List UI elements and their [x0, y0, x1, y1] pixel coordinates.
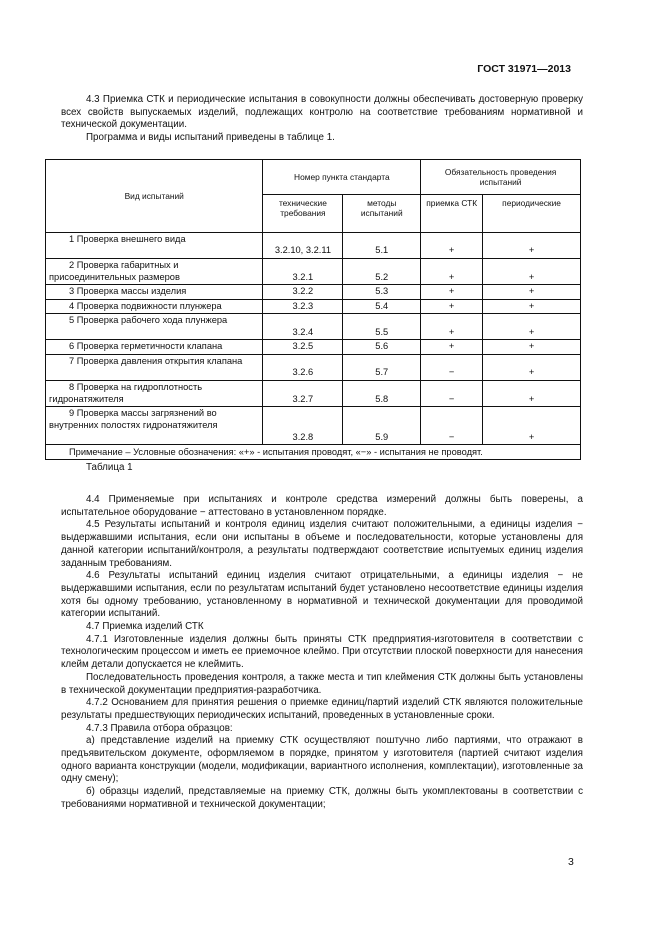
- row-periodic: +: [483, 407, 581, 445]
- paragraph-4-5: 4.5 Результаты испытаний и контроля единиц изделия считают положительными, а единицы изделия − выдержавшими испытания, если они испытаны в объеме и последовательности, которые установлены для данной категории испытаний/контроля, а результаты подтверждают соответствие испытуемых единиц изделия заданным требованиям.: [61, 519, 583, 569]
- row-name: 6 Проверка герметичности клапана: [46, 340, 263, 355]
- paragraph-4-4: 4.4 Применяемые при испытаниях и контроле средства измерений должны быть поверены, а испытательное оборудование − аттестовано в установленном порядке.: [61, 494, 583, 518]
- paragraph-item-b: б) образцы изделий, представляемые на приемку СТК, должны быть укомплектованы в соответствии с требованиями нормативной и технической документации;: [61, 786, 583, 810]
- row-name: 1 Проверка внешнего вида: [46, 233, 263, 259]
- row-name: 5 Проверка рабочего хода плунжера: [46, 314, 263, 340]
- table-row: [46, 285, 581, 300]
- row-method: 5.8: [343, 380, 421, 406]
- header-acceptance: приемка СТК: [421, 195, 483, 233]
- paragraph-4-7-1: 4.7.1 Изготовленные изделия должны быть приняты СТК предприятия-изготовителя в соответствии с технологическим процессом и иметь ее приемочное клеймо. При отсутствии плоской поверхности для нанесения клейм детали допускается не клеймить.: [61, 633, 583, 671]
- row-periodic: +: [483, 233, 581, 259]
- row-periodic: +: [483, 314, 581, 340]
- table-row: [46, 380, 581, 406]
- tests-table: [45, 159, 581, 460]
- row-accept: +: [421, 259, 483, 285]
- row-method: 5.3: [343, 285, 421, 300]
- row-tech: 3.2.3: [263, 299, 343, 314]
- row-periodic: +: [483, 299, 581, 314]
- page-number: 3: [568, 856, 574, 868]
- row-method: 5.7: [343, 354, 421, 380]
- row-accept: +: [421, 285, 483, 300]
- row-name: 8 Проверка на гидроплотность гидронатяжителя: [46, 380, 263, 406]
- table-caption: Таблица 1: [86, 462, 133, 473]
- header-required: Обязательность проведения испытаний: [421, 160, 581, 195]
- table-note: Примечание – Условные обозначения: «+» - испытания проводят, «−» - испытания не проводят.: [46, 445, 581, 460]
- row-tech: 3.2.8: [263, 407, 343, 445]
- paragraph-4-7-2: 4.7.2 Основанием для принятия решения о приемке единиц/партий изделий СТК являются положительные результаты предшествующих периодических испытаний, проведенных в установленные сроки.: [61, 697, 583, 721]
- table-row: [46, 299, 581, 314]
- row-accept: +: [421, 233, 483, 259]
- header-test-type: Вид испытаний: [46, 160, 263, 233]
- table-row: [46, 233, 581, 259]
- row-accept: +: [421, 314, 483, 340]
- header-clause-number: Номер пункта стандарта: [263, 160, 421, 195]
- row-periodic: +: [483, 380, 581, 406]
- header-tech-requirements: технические требования: [263, 195, 343, 233]
- row-method: 5.6: [343, 340, 421, 355]
- row-periodic: +: [483, 340, 581, 355]
- paragraph-control-sequence: Последовательность проведения контроля, а также места и тип клеймения СТК должны быть установлены в технической документации предприятия-разработчика.: [61, 671, 583, 696]
- row-name: 4 Проверка подвижности плунжера: [46, 299, 263, 314]
- row-method: 5.9: [343, 407, 421, 445]
- header-periodic: периодические: [483, 195, 581, 233]
- row-name: 3 Проверка массы изделия: [46, 285, 263, 300]
- row-tech: 3.2.1: [263, 259, 343, 285]
- row-accept: +: [421, 340, 483, 355]
- row-name: 7 Проверка давления открытия клапана: [46, 354, 263, 380]
- main-section: [61, 494, 583, 812]
- row-tech: 3.2.4: [263, 314, 343, 340]
- row-tech: 3.2.7: [263, 380, 343, 406]
- table-row: [46, 407, 581, 445]
- row-accept: −: [421, 354, 483, 380]
- row-method: 5.5: [343, 314, 421, 340]
- table-row: [46, 340, 581, 355]
- paragraph-item-a: а) представление изделий на приемку СТК осуществляют поштучно либо партиями, что отражают в предъявительском документе, оформляемом в порядке, принятом у изготовителя (партией считают изделия одного варианта конструкции (модели, модификации, вариантного исполнения, комплектации), изготовленные за одну смену);: [61, 735, 583, 785]
- document-code: ГОСТ 31971—2013: [477, 63, 571, 75]
- row-tech: 3.2.6: [263, 354, 343, 380]
- row-tech: 3.2.2: [263, 285, 343, 300]
- paragraph-4-3: 4.3 Приемка СТК и периодические испытания в совокупности должны обеспечивать достоверную проверку всех свойств выпускаемых изделий, подлежащих контролю на соответствие требованиям нормативной и технической документации.: [61, 94, 583, 131]
- intro-section: [61, 94, 583, 145]
- row-accept: +: [421, 299, 483, 314]
- row-name: 9 Проверка массы загрязнений во внутренних полостях гидронатяжителя: [46, 407, 263, 445]
- table-row: [46, 259, 581, 285]
- paragraph-table-reference: Программа и виды испытаний приведены в таблице 1.: [86, 132, 335, 144]
- row-accept: −: [421, 380, 483, 406]
- row-tech: 3.2.10, 3.2.11: [263, 233, 343, 259]
- table-row: [46, 354, 581, 380]
- table-row: [46, 314, 581, 340]
- header-test-methods: методы испытаний: [343, 195, 421, 233]
- row-tech: 3.2.5: [263, 340, 343, 355]
- row-periodic: +: [483, 285, 581, 300]
- row-method: 5.2: [343, 259, 421, 285]
- row-periodic: +: [483, 259, 581, 285]
- row-accept: −: [421, 407, 483, 445]
- heading-4-7: 4.7 Приемка изделий СТК: [86, 621, 204, 633]
- row-periodic: +: [483, 354, 581, 380]
- row-method: 5.1: [343, 233, 421, 259]
- row-name: 2 Проверка габаритных и присоединительных размеров: [46, 259, 263, 285]
- heading-4-7-3: 4.7.3 Правила отбора образцов:: [86, 722, 233, 734]
- paragraph-4-6: 4.6 Результаты испытаний единиц изделия считают отрицательными, а единицы изделия − не выдержавшими испытания, если по результатам испытаний будет установлено несоответствие единицы изделия хотя бы одному требованию, установленному в нормативной и технической документации для проводимой категории испытаний.: [61, 570, 583, 620]
- row-method: 5.4: [343, 299, 421, 314]
